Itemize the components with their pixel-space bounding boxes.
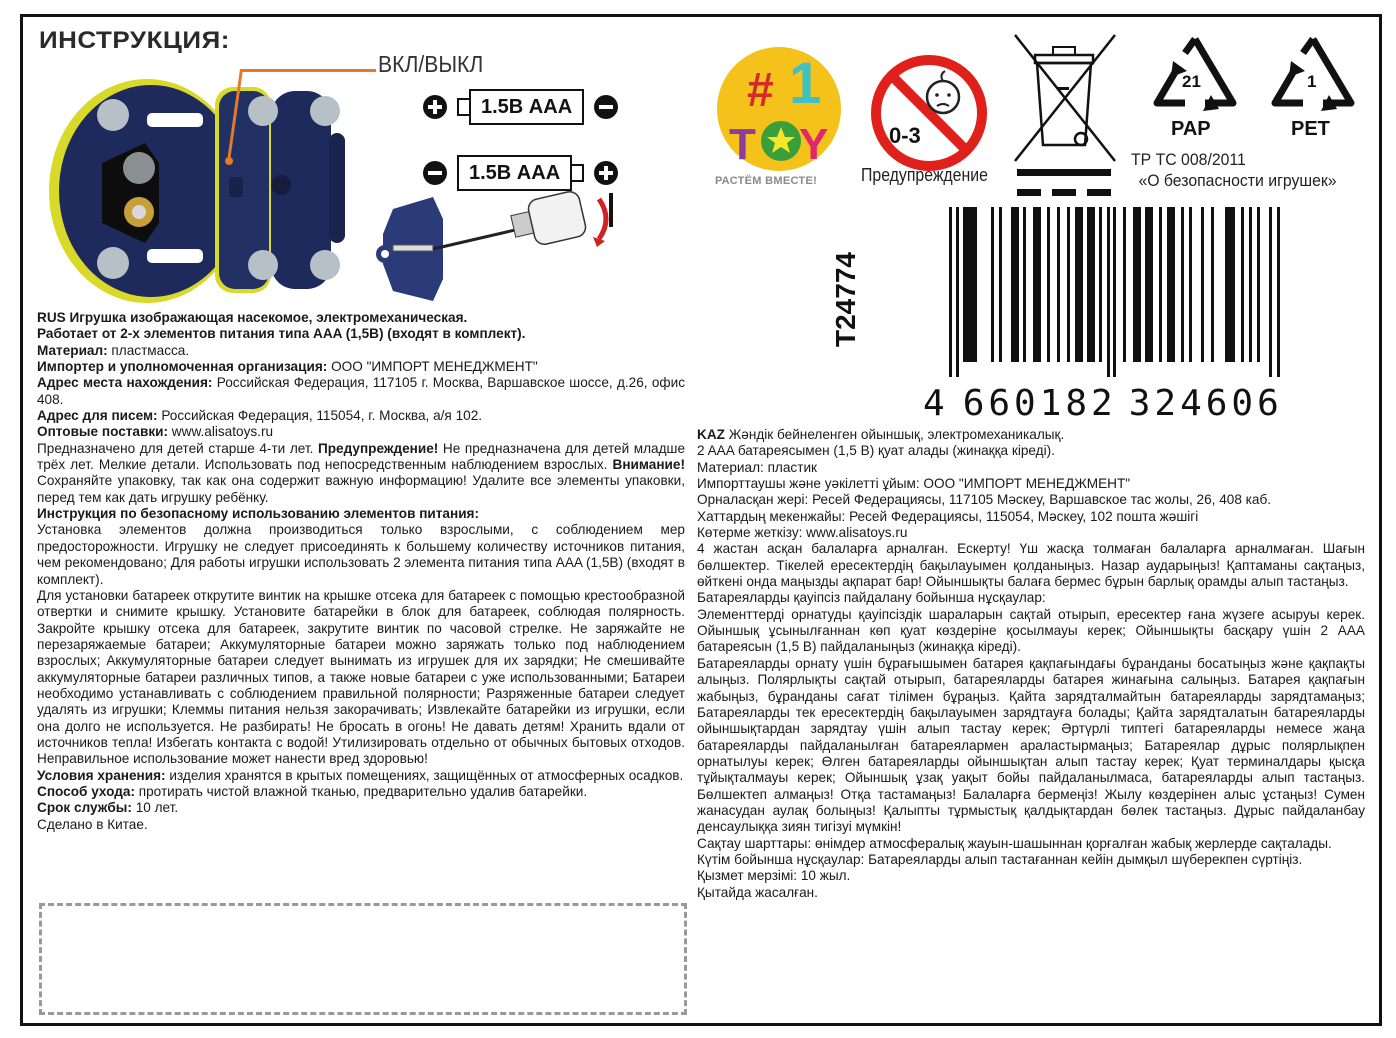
barcode-bars <box>923 207 1363 377</box>
toy-bug-image <box>47 73 347 308</box>
svg-text:0-3: 0-3 <box>889 123 921 148</box>
plus-icon <box>423 95 447 119</box>
stamp-area <box>39 903 687 1015</box>
svg-text:PAP: PAP <box>1171 118 1211 140</box>
brand-tagline: РАСТЁМ ВМЕСТЕ! <box>715 175 818 187</box>
article-number: T24774 <box>830 252 861 347</box>
svg-text:1: 1 <box>1307 72 1317 91</box>
instructions-russian: RUS Игрушка изображающая насекомое, электромеханическая. Работает от 2-х элементов питания типа AAA (1,5В) (входят в комплект). Материал: пластмасса. Импортер и уполномоченная организация: ООО "ИМПОРТ МЕНЕДЖМЕНТ" Адрес места нахождения: Российская Федерация, 117105 г. Москва, Варшавское шоссе, д.26, офис 408. Адрес для писем: Российская Федерация, 115054, г. Москва, а/я 102. Оптовые поставки: www.alisatoys.ru Предназначено для детей старше 4-ти лет. Предупреждение! Не предназначена для детей младше трёх лет. Мелкие детали. Использовать под непосредственным наблюдением взрослых. Внимание! Сохраняйте упаковку, так как она содержит важную информацию! Удалите все элементы упаковки, перед тем как дать игрушку ребёнку. Инструкция по безопасному использованию элементов питания: Установка элементов должна производиться только взрослыми, с соблюдением мер предосторожности. Игрушку не следует присоединять к большему количеству источников питания, чем рекомендовано; Для работы игрушки использовать 2 элемента питания типа AAA (1,5В) (входят в комплект). Для установки батареек открутите винтик на крышке отсека для батареек с помощью крестообразной отвертки и снимите крышку. Установите батарейки в блок для батареек, соблюдая полярность. Закройте крышку отсека для батареек, закрутите винтик по часовой стрелке. Не заряжайте не перезаряжаемые батареи; Аккумуляторные батареи можно заряжать только под наблюдением взрослых; Аккумуляторные батареи следует вынимать из игрушек для их зарядки; Не смешивайте аккумуляторные батареи различных типов, а также новые батареи с уже использованными; Батареи необходимо устанавливать с соблюдением правильной полярности; Разряженные батареи следует удалять из игрушки; Клеммы питания нельзя закорачивать; Извлекайте батарейки из игрушки, если она долго не используется. Не разбирать! Не бросать в огонь! Не давать детям! Хранить вдали от источников тепла! Избегать контакта с водой! Утилизировать отдельно от обычных бытовых отходов. Неправильное использование может нанести вред здоровью! Условия хранения: изделия хранятся в крытых помещениях, защищённых от атмосферных осадков. Способ ухода: протирать чистой влажной тканью, предварительно удалив батарейки. Срок службы: 10 лет. Сделано в Китае. <box>37 310 686 832</box>
brand-logo <box>709 31 849 191</box>
instruction-label <box>20 14 1382 1026</box>
page-title: ИНСТРУКЦИЯ: <box>39 27 230 54</box>
warning-caption: Предупреждение <box>861 165 988 185</box>
recycle-pap-icon <box>1145 31 1245 141</box>
svg-text:21: 21 <box>1182 72 1201 91</box>
barcode <box>923 207 1363 424</box>
svg-text:#: # <box>747 64 774 117</box>
no-trash-disposal-icon <box>1009 33 1121 203</box>
power-switch-label: ВКЛ/ВЫКЛ <box>378 51 484 77</box>
battery-icon: 1.5В AAA <box>457 89 584 125</box>
leader-line <box>241 69 376 72</box>
switch-pointer-dot <box>225 157 233 165</box>
recycle-pet-icon <box>1263 31 1363 141</box>
screwdriver-diagram <box>363 179 648 309</box>
battery-icon: 1.5В AAA <box>457 155 584 191</box>
svg-text:1: 1 <box>789 51 822 116</box>
battery-diagram-1 <box>423 89 618 125</box>
instructions-kazakh: KAZ Жәндік бейнеленген ойыншық, электромеханикалық. 2 AAA батареясымен (1,5 В) қуат алады (жинаққа кіреді). Материал: пластик Импорттаушы және уәкілетті ұйым: ООО "ИМПОРТ МЕНЕДЖМЕНТ" Орналасқан жері: Ресей Федерациясы, 117105 Мәскеу, Варшавское тас жолы, 26, 408 каб. Хаттардың мекенжайы: Ресей Федерациясы, 115054, Мәскеу, 102 пошта жәшігі Көтерме жеткізу: www.alisatoys.ru 4 жастан асқан балаларға арналған. Ескерту! Үш жасқа толмаған балаларға арналмаған. Шағын бөлшектер. Тікелей ересектердің бақылауымен қолданыңыз. Назар аударыңыз! Қаптаманы сақтаңыз, өйткені онда маңызды ақпарат бар! Ойыншықты балаға бермес бұрын барлық орамды алып тастаңыз. Батареяларды қауіпсіз пайдалану бойынша нұсқаулар: Элементтерді орнатуды қауіпсіздік шараларын сақтай отырып, ересектер ғана жүзеге асыруы керек. Ойыншық ұсынылғаннан көп қуат көздеріне қосылмауы керек; Ойыншықты басқару үшін 2 AAA батареясын (1,5 В) пайдаланыңыз (жинаққа кіреді). Батареяларды орнату үшін бұрағышымен батарея қақпағындағы бұранданы босатыңыз және қақпақты алыңыз. Полярлықты сақтай отырып, батареяларды батарея жинағына салыңыз. Батарея қақпағын жабыңыз, бұранданы сағат тілімен бұраңыз. Қайта зарядталмайтын батареяларды зарядтамаңыз; Батареяларды тек ересектердің бақылауымен зарядтауға болады; Қайта зарядталатын батареяларды ойыншықтардан зарядтау үшін алып тастау керек; Әртүрлі типтегі батареяларды немесе жаңа батареяларды пайдаланылған батареялармен араластырмаңыз; Батареялар дұрыс полярлықпен орнатылуы керек; Өлген батареяларды ойыншықтан алып тастау керек; Қуат терминалдары қысқа тұйықталмауы керек; Ойыншық ұзақ уақыт бойы пайдаланылмаса, батареяларды алып тастаңыз. Бөлшектеп алмаңыз! Отқа тастамаңыз! Балаларға бермеңіз! Жылу көздерінен алыс ұстаңыз! Сумен жанасудан аулақ болыңыз! Қалыпты тұрмыстық қалдықтардан бөлек тастаңыз. Дұрыс пайдаланбау денсаулыққа зиян тигізуі мүмкін! Сақтау шарттары: өнімдер атмосфералық жауын-шашыннан қорғалған жабық жерлерде сақталады. Күтім бойынша нұсқаулар: Батареяларды алып тастағаннан кейін дымқыл шүберекпен сүртіңіз. Қызмет мерзімі: 10 жыл. Қытайда жасалған. <box>697 427 1365 900</box>
safety-standard: ТР ТС 008/2011 «О безопасности игрушек» <box>1131 150 1337 190</box>
svg-text:PET: PET <box>1291 118 1330 140</box>
barcode-number: 4 660182 324606 <box>923 383 1283 424</box>
svg-text:T: T <box>729 120 756 169</box>
minus-icon <box>594 95 618 119</box>
age-warning-icon <box>869 53 989 173</box>
svg-text:Y: Y <box>799 120 829 169</box>
